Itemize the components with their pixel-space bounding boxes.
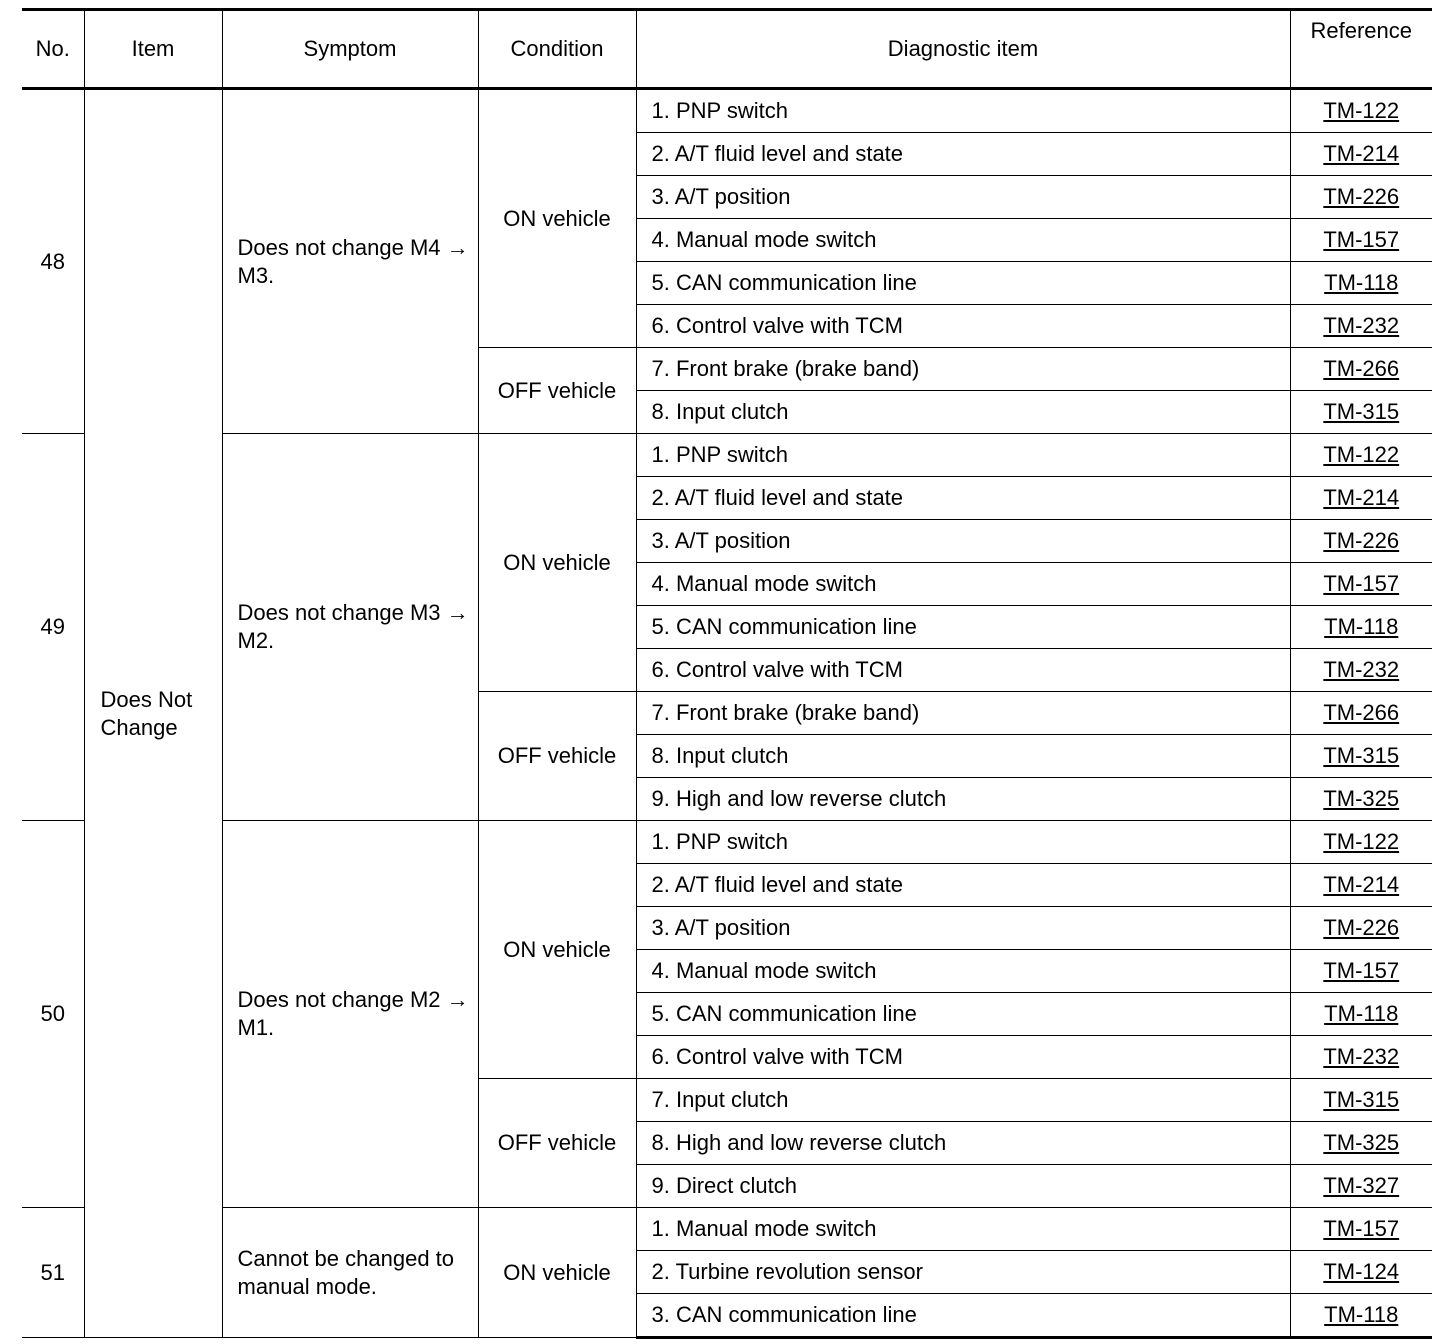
header-condition: Condition: [478, 10, 636, 89]
reference-link[interactable]: TM-226: [1323, 528, 1400, 553]
condition-cell: ON vehicle: [478, 434, 636, 692]
header-row: [22, 10, 1432, 89]
diagnostic-item-cell: 1. PNP switch: [636, 821, 1290, 864]
reference-link[interactable]: TM-157: [1323, 571, 1400, 596]
reference-cell: [1290, 1122, 1432, 1165]
table-row: [22, 89, 1432, 133]
reference-cell: [1290, 477, 1432, 520]
diagnostic-item-cell: 7. Input clutch: [636, 1079, 1290, 1122]
reference-link[interactable]: TM-122: [1323, 829, 1400, 854]
reference-cell: [1290, 778, 1432, 821]
reference-cell: [1290, 692, 1432, 735]
diagnostic-item-cell: 2. A/T fluid level and state: [636, 864, 1290, 907]
reference-link[interactable]: TM-118: [1324, 270, 1399, 295]
diagnostic-item-cell: 8. Input clutch: [636, 391, 1290, 434]
table-body: [22, 89, 1432, 1338]
reference-link[interactable]: TM-124: [1323, 1259, 1400, 1284]
row-number: 48: [22, 89, 84, 434]
diagnostic-item-cell: 4. Manual mode switch: [636, 950, 1290, 993]
reference-link[interactable]: TM-226: [1323, 915, 1400, 940]
diagnostic-item-cell: 9. Direct clutch: [636, 1165, 1290, 1208]
diagnostic-item-cell: 1. PNP switch: [636, 89, 1290, 133]
reference-cell: [1290, 262, 1432, 305]
symptom-cell: Cannot be changed to manual mode.: [222, 1208, 478, 1338]
reference-cell: [1290, 305, 1432, 348]
symptom-cell: Does not change M2 → M1.: [222, 821, 478, 1208]
row-number: 51: [22, 1208, 84, 1338]
reference-cell: [1290, 176, 1432, 219]
reference-link[interactable]: TM-232: [1323, 657, 1400, 682]
diagnostic-item-cell: 2. Turbine revolution sensor: [636, 1251, 1290, 1294]
symptom-diagnosis-table: [22, 8, 1432, 1339]
diagnostic-item-cell: 2. A/T fluid level and state: [636, 133, 1290, 176]
reference-link[interactable]: TM-157: [1323, 227, 1400, 252]
table-row: [22, 1208, 1432, 1251]
condition-cell: OFF vehicle: [478, 348, 636, 434]
diagnostic-item-cell: 5. CAN communication line: [636, 993, 1290, 1036]
reference-cell: [1290, 649, 1432, 692]
reference-link[interactable]: TM-325: [1323, 1130, 1400, 1155]
symptom-cell: Does not change M4 → M3.: [222, 89, 478, 434]
reference-link[interactable]: TM-214: [1323, 485, 1400, 510]
reference-link[interactable]: TM-315: [1323, 1087, 1400, 1112]
diagnostic-item-cell: 7. Front brake (brake band): [636, 692, 1290, 735]
diagnostic-item-cell: 5. CAN communication line: [636, 606, 1290, 649]
header-item: Item: [84, 10, 222, 89]
diagnostic-item-cell: 4. Manual mode switch: [636, 219, 1290, 262]
reference-cell: [1290, 563, 1432, 606]
symptom-cell: Does not change M3 → M2.: [222, 434, 478, 821]
diagnostic-item-cell: 3. CAN communication line: [636, 1294, 1290, 1338]
reference-link[interactable]: TM-122: [1323, 442, 1400, 467]
diagnostic-item-cell: 4. Manual mode switch: [636, 563, 1290, 606]
reference-link[interactable]: TM-122: [1323, 98, 1400, 123]
reference-link[interactable]: TM-325: [1323, 786, 1400, 811]
reference-cell: [1290, 864, 1432, 907]
diagnosis-table-container: [22, 8, 1432, 1339]
condition-cell: ON vehicle: [478, 1208, 636, 1338]
reference-cell: [1290, 219, 1432, 262]
header-reference: Reference: [1290, 10, 1432, 89]
reference-link[interactable]: TM-226: [1323, 184, 1400, 209]
reference-cell: [1290, 133, 1432, 176]
reference-link[interactable]: TM-327: [1323, 1173, 1400, 1198]
reference-cell: [1290, 1208, 1432, 1251]
reference-cell: [1290, 89, 1432, 133]
reference-link[interactable]: TM-266: [1323, 700, 1400, 725]
table-row: [22, 434, 1432, 477]
diagnostic-item-cell: 5. CAN communication line: [636, 262, 1290, 305]
diagnostic-item-cell: 8. High and low reverse clutch: [636, 1122, 1290, 1165]
reference-cell: [1290, 434, 1432, 477]
reference-cell: [1290, 907, 1432, 950]
diagnostic-item-cell: 3. A/T position: [636, 520, 1290, 563]
diagnostic-item-cell: 6. Control valve with TCM: [636, 649, 1290, 692]
table-row: [22, 821, 1432, 864]
diagnostic-item-cell: 3. A/T position: [636, 907, 1290, 950]
item-cell: Does Not Change: [84, 89, 222, 1338]
reference-link[interactable]: TM-315: [1323, 399, 1400, 424]
reference-cell: [1290, 1294, 1432, 1338]
diagnostic-item-cell: 6. Control valve with TCM: [636, 1036, 1290, 1079]
reference-link[interactable]: TM-118: [1324, 1001, 1399, 1026]
reference-cell: [1290, 1165, 1432, 1208]
reference-cell: [1290, 950, 1432, 993]
header-diagnostic-item: Diagnostic item: [636, 10, 1290, 89]
reference-link[interactable]: TM-214: [1323, 872, 1400, 897]
reference-link[interactable]: TM-118: [1324, 614, 1399, 639]
reference-link[interactable]: TM-157: [1323, 958, 1400, 983]
diagnostic-item-cell: 3. A/T position: [636, 176, 1290, 219]
reference-link[interactable]: TM-157: [1323, 1216, 1400, 1241]
reference-cell: [1290, 735, 1432, 778]
diagnostic-item-cell: 2. A/T fluid level and state: [636, 477, 1290, 520]
condition-cell: ON vehicle: [478, 89, 636, 348]
reference-cell: [1290, 391, 1432, 434]
header-no: No.: [22, 10, 84, 89]
reference-cell: [1290, 1079, 1432, 1122]
reference-cell: [1290, 348, 1432, 391]
diagnostic-item-cell: 7. Front brake (brake band): [636, 348, 1290, 391]
reference-link[interactable]: TM-214: [1323, 141, 1400, 166]
reference-cell: [1290, 993, 1432, 1036]
row-number: 50: [22, 821, 84, 1208]
diagnostic-item-cell: 6. Control valve with TCM: [636, 305, 1290, 348]
reference-link[interactable]: TM-266: [1323, 356, 1400, 381]
reference-cell: [1290, 520, 1432, 563]
condition-cell: OFF vehicle: [478, 692, 636, 821]
reference-cell: [1290, 1036, 1432, 1079]
condition-cell: OFF vehicle: [478, 1079, 636, 1208]
condition-cell: ON vehicle: [478, 821, 636, 1079]
reference-link[interactable]: TM-315: [1323, 743, 1400, 768]
reference-link[interactable]: TM-118: [1324, 1302, 1399, 1327]
diagnostic-item-cell: 1. PNP switch: [636, 434, 1290, 477]
header-symptom: Symptom: [222, 10, 478, 89]
reference-cell: [1290, 1251, 1432, 1294]
diagnostic-item-cell: 1. Manual mode switch: [636, 1208, 1290, 1251]
diagnostic-item-cell: 8. Input clutch: [636, 735, 1290, 778]
reference-link[interactable]: TM-232: [1323, 313, 1400, 338]
diagnostic-item-cell: 9. High and low reverse clutch: [636, 778, 1290, 821]
reference-cell: [1290, 606, 1432, 649]
row-number: 49: [22, 434, 84, 821]
reference-link[interactable]: TM-232: [1323, 1044, 1400, 1069]
reference-cell: [1290, 821, 1432, 864]
